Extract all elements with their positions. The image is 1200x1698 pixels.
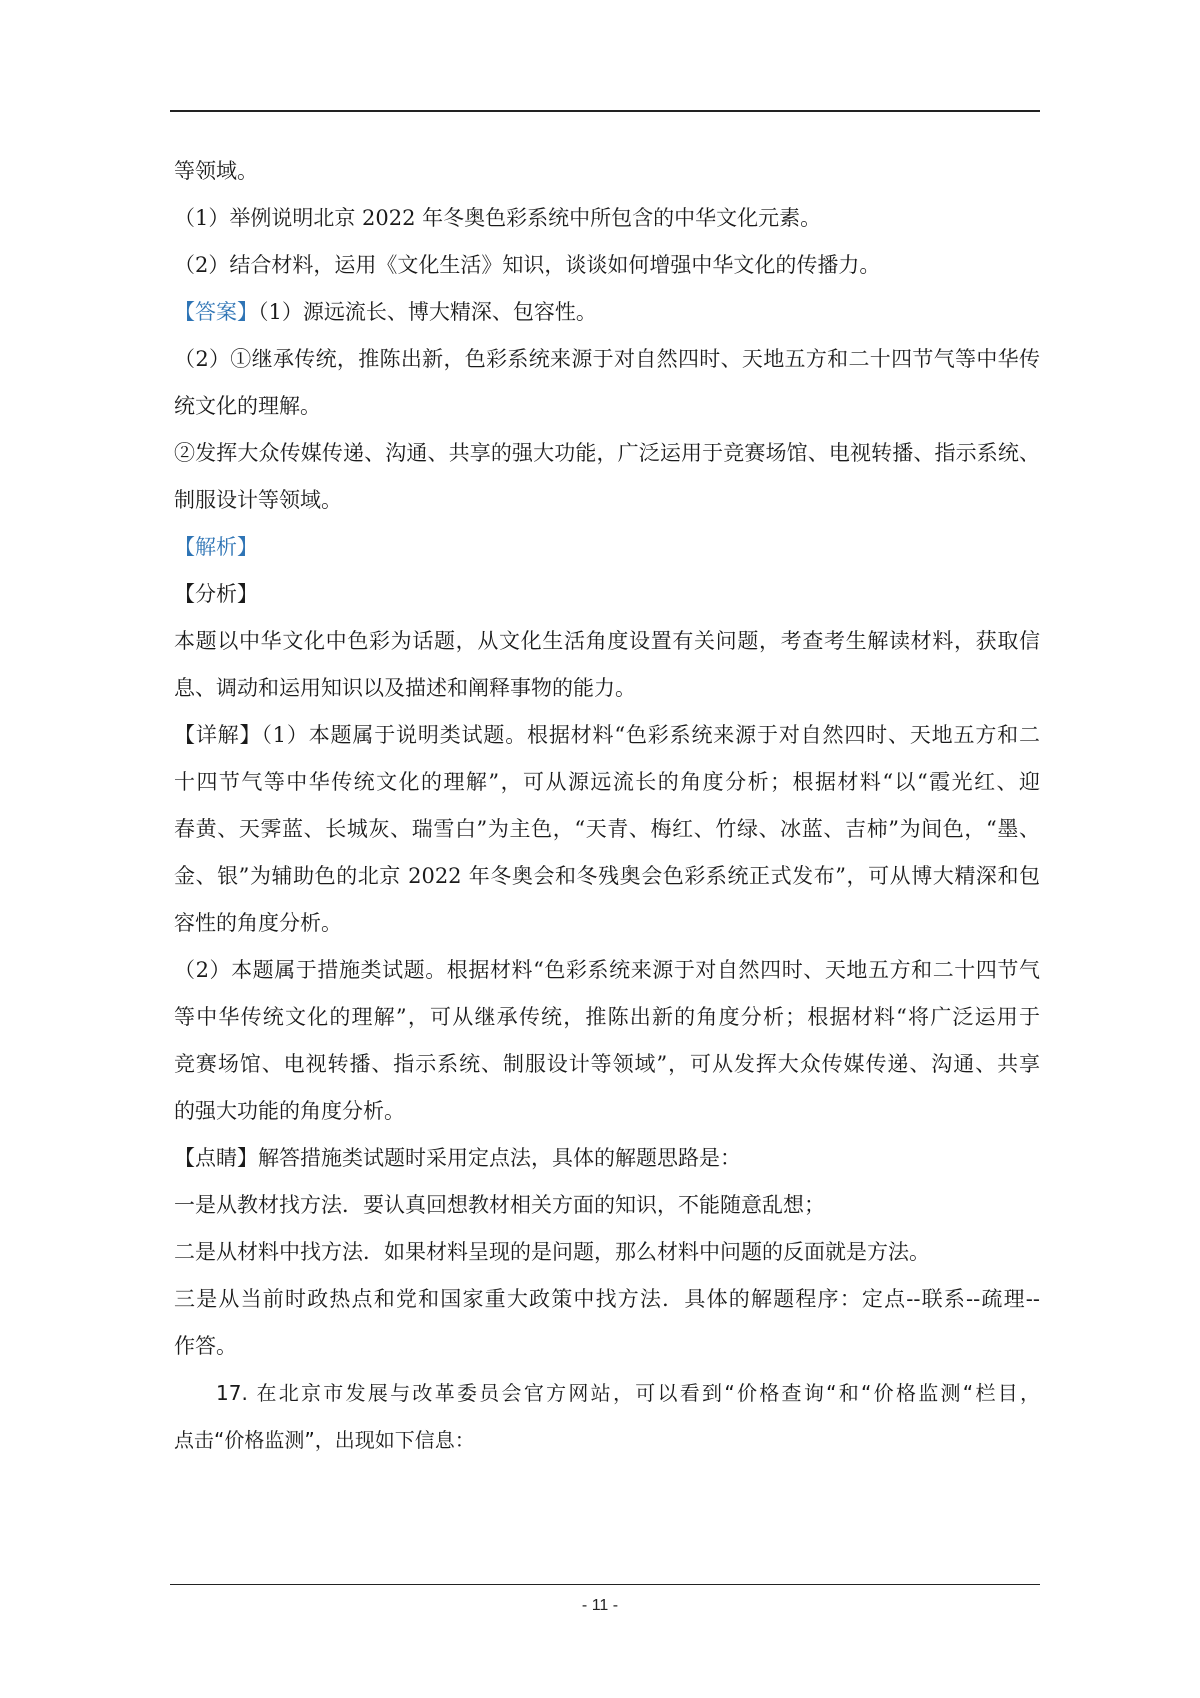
- section-heading: 【分析】: [174, 582, 258, 606]
- text-line: 金、银”为辅助色的北京 2022 年冬奥会和冬残奥会色彩系统正式发布”，可从博大精深和包: [174, 864, 1040, 888]
- answer-tag: 【答案】: [174, 300, 258, 324]
- text-line: 一是从教材找方法．要认真回想教材相关方面的知识，不能随意乱想；: [174, 1193, 825, 1217]
- text-line: 等中华传统文化的理解”，可从继承传统，推陈出新的角度分析；根据材料“将广泛运用于: [174, 1005, 1040, 1029]
- text-line: 点击“价格监测”，出现如下信息：: [174, 1428, 475, 1452]
- analysis-tag: 【解析】: [174, 535, 258, 559]
- text-line: 容性的角度分析。: [174, 911, 342, 935]
- text-line: （2）本题属于措施类试题。根据材料“色彩系统来源于对自然四时、天地五方和二十四节气: [174, 958, 1040, 982]
- text-line: （2）①继承传统，推陈出新，色彩系统来源于对自然四时、天地五方和二十四节气等中华传: [174, 347, 1040, 371]
- text-line: 三是从当前时政热点和党和国家重大政策中找方法．具体的解题程序：定点--联系--疏理--: [174, 1287, 1040, 1311]
- answer-text: （1）源远流长、博大精深、包容性。: [258, 300, 597, 324]
- text-line: 【详解】（1）本题属于说明类试题。根据材料“色彩系统来源于对自然四时、天地五方和二: [174, 723, 1040, 747]
- text-line: 统文化的理解。: [174, 394, 321, 418]
- text-line: ②发挥大众传媒传递、沟通、共享的强大功能，广泛运用于竞赛场馆、电视转播、指示系统、: [174, 441, 1040, 465]
- question-17: 17. 在北京市发展与改革委员会官方网站，可以看到“价格查询“和“价格监测“栏目，: [216, 1381, 1040, 1405]
- text-line: 等领域。: [174, 159, 258, 183]
- text-line: 春黄、天霁蓝、长城灰、瑞雪白”为主色，“天青、梅红、竹绿、冰蓝、吉柿”为间色，“墨、: [174, 817, 1040, 841]
- answer-line: [174, 289, 1040, 336]
- text-line: 竞赛场馆、电视转播、指示系统、制服设计等领域”，可从发挥大众传媒传递、沟通、共享: [174, 1052, 1040, 1076]
- text-line: 作答。: [174, 1334, 237, 1358]
- text-line: 十四节气等中华传统文化的理解”，可从源远流长的角度分析；根据材料“以“霞光红、迎: [174, 770, 1040, 794]
- text-line: 的强大功能的角度分析。: [174, 1099, 405, 1123]
- question-2: （2）结合材料，运用《文化生活》知识，谈谈如何增强中华文化的传播力。: [174, 253, 881, 277]
- footer-rule: [170, 1584, 1040, 1585]
- text-line: 本题以中华文化中色彩为话题，从文化生活角度设置有关问题，考查考生解读材料，获取信: [174, 629, 1040, 653]
- header-rule: [170, 110, 1040, 112]
- page-number: - 11 -: [581, 1597, 619, 1614]
- document-body: [174, 148, 1040, 1464]
- text-line: 【点睛】解答措施类试题时采用定点法，具体的解题思路是：: [174, 1146, 741, 1170]
- text-line: 息、调动和运用知识以及描述和阐释事物的能力。: [174, 676, 636, 700]
- question-1: （1）举例说明北京 2022 年冬奥色彩系统中所包含的中华文化元素。: [174, 206, 822, 230]
- text-line: 二是从材料中找方法．如果材料呈现的是问题，那么材料中问题的反面就是方法。: [174, 1240, 930, 1264]
- text-line: 制服设计等领域。: [174, 488, 342, 512]
